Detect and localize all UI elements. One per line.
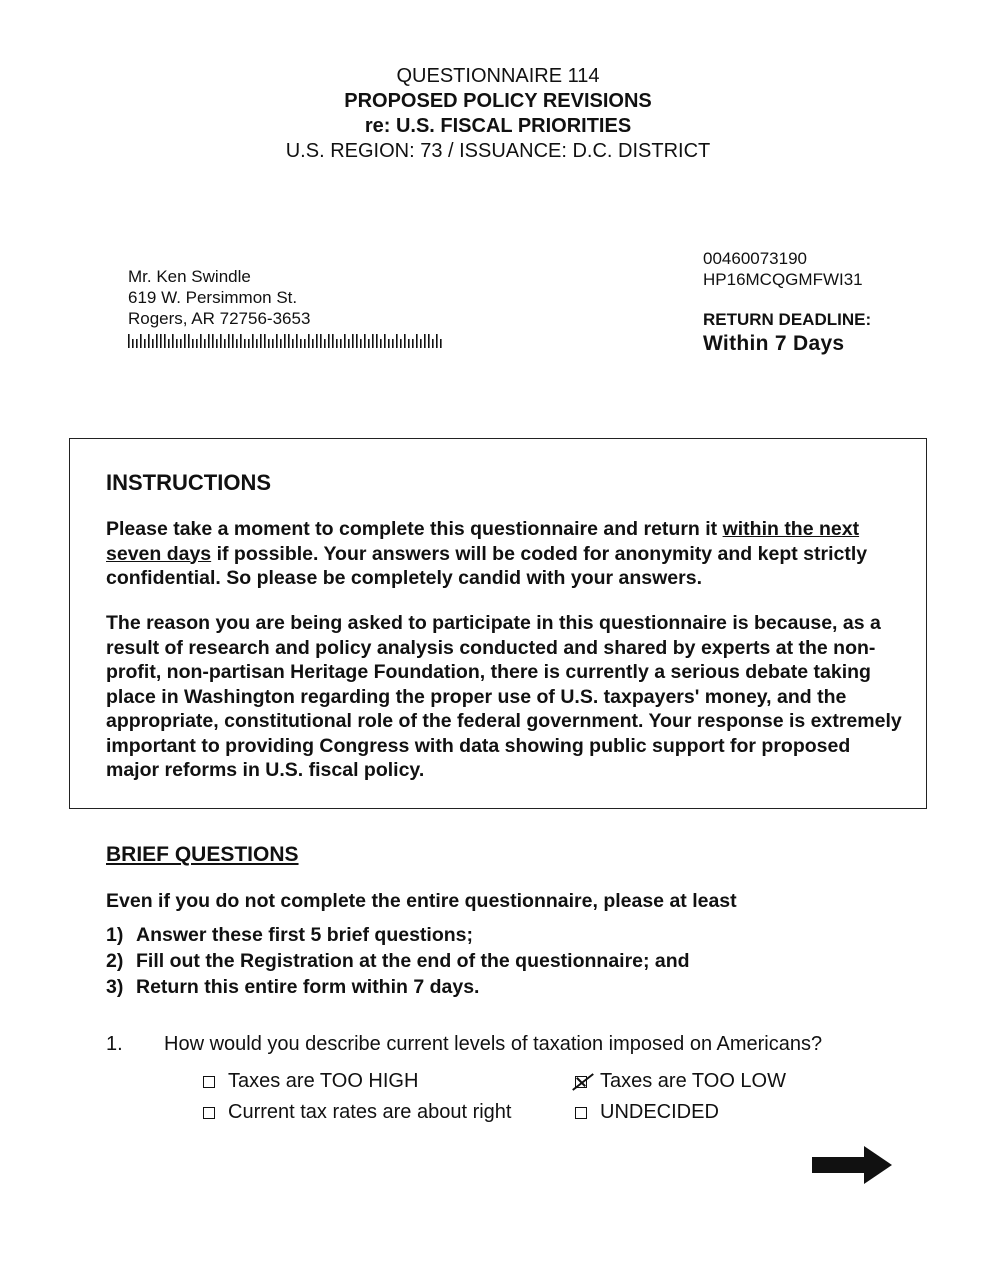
barcode-bar bbox=[304, 339, 306, 348]
option-label: UNDECIDED bbox=[600, 1101, 719, 1123]
barcode-bar bbox=[380, 339, 382, 348]
barcode-bar bbox=[308, 334, 310, 348]
brief-questions-title: BRIEF QUESTIONS bbox=[106, 843, 299, 866]
postal-barcode-icon bbox=[128, 334, 444, 348]
barcode-bar bbox=[392, 339, 394, 348]
instructions-p1-start: Please take a moment to complete this questionnaire and return it bbox=[106, 518, 723, 540]
option-label: Taxes are TOO HIGH bbox=[228, 1070, 419, 1092]
barcode-bar bbox=[440, 339, 442, 348]
barcode-bar bbox=[384, 334, 386, 348]
option-taxes-too-low[interactable] bbox=[575, 1070, 786, 1093]
barcode-bar bbox=[144, 339, 146, 348]
list-item-number: 2) bbox=[106, 950, 124, 972]
barcode-bar bbox=[224, 339, 226, 348]
option-taxes-too-high[interactable] bbox=[203, 1070, 418, 1093]
barcode-bar bbox=[436, 334, 438, 348]
checkbox-taxes-too-high[interactable] bbox=[203, 1076, 215, 1088]
barcode-bar bbox=[356, 334, 358, 348]
barcode-bar bbox=[340, 339, 342, 348]
barcode-bar bbox=[220, 334, 222, 348]
barcode-bar bbox=[360, 339, 362, 348]
barcode-bar bbox=[244, 339, 246, 348]
barcode-bar bbox=[168, 339, 170, 348]
barcode-bar bbox=[372, 334, 374, 348]
option-undecided[interactable] bbox=[575, 1101, 719, 1124]
barcode-bar bbox=[352, 334, 354, 348]
option-label: Taxes are TOO LOW bbox=[600, 1070, 786, 1092]
barcode-bar bbox=[156, 334, 158, 348]
barcode-bar bbox=[268, 339, 270, 348]
instructions-box bbox=[69, 438, 927, 809]
barcode-bar bbox=[228, 334, 230, 348]
instructions-title: INSTRUCTIONS bbox=[106, 470, 271, 495]
option-label: Current tax rates are about right bbox=[228, 1101, 512, 1123]
tracking-ids bbox=[703, 248, 863, 290]
right-arrow-icon bbox=[812, 1146, 892, 1184]
document-subject: re: U.S. FISCAL PRIORITIES bbox=[364, 115, 632, 137]
deadline-value: Within 7 Days bbox=[703, 332, 845, 355]
barcode-bar bbox=[288, 334, 290, 348]
instructions-p1-underlined: within the next seven days bbox=[106, 518, 860, 565]
list-item bbox=[106, 948, 690, 974]
list-item-text: Return this entire form within 7 days. bbox=[136, 976, 480, 998]
barcode-bar bbox=[300, 339, 302, 348]
barcode-bar bbox=[152, 339, 154, 348]
barcode-bar bbox=[280, 339, 282, 348]
barcode-bar bbox=[284, 334, 286, 348]
brief-questions-intro: Even if you do not complete the entire questionnaire, please at least bbox=[106, 890, 737, 912]
document-header bbox=[0, 64, 990, 164]
barcode-bar bbox=[276, 334, 278, 348]
question-1-text: How would you describe current levels of taxation imposed on Americans? bbox=[164, 1033, 823, 1055]
barcode-bar bbox=[388, 339, 390, 348]
barcode-bar bbox=[140, 334, 142, 348]
barcode-bar bbox=[232, 334, 234, 348]
checkbox-about-right[interactable] bbox=[203, 1107, 215, 1119]
barcode-bar bbox=[408, 339, 410, 348]
barcode-bar bbox=[236, 339, 238, 348]
barcode-bar bbox=[164, 334, 166, 348]
barcode-bar bbox=[216, 339, 218, 348]
list-item-text: Fill out the Registration at the end of the questionnaire; and bbox=[136, 950, 690, 972]
questionnaire-number: QUESTIONNAIRE 114 bbox=[396, 65, 600, 87]
barcode-bar bbox=[196, 339, 198, 348]
barcode-bar bbox=[400, 339, 402, 348]
recipient-street: 619 W. Persimmon St. bbox=[128, 288, 298, 307]
barcode-bar bbox=[412, 339, 414, 348]
list-item-number: 1) bbox=[106, 924, 124, 946]
brief-questions-list bbox=[106, 922, 690, 1000]
barcode-bar bbox=[328, 334, 330, 348]
barcode-bar bbox=[148, 334, 150, 348]
barcode-bar bbox=[260, 334, 262, 348]
barcode-bar bbox=[376, 334, 378, 348]
barcode-bar bbox=[200, 334, 202, 348]
barcode-bar bbox=[424, 334, 426, 348]
barcode-bar bbox=[184, 334, 186, 348]
barcode-bar bbox=[316, 334, 318, 348]
question-1-number: 1. bbox=[106, 1033, 123, 1055]
instructions-paragraph-1 bbox=[106, 517, 896, 591]
recipient-address bbox=[128, 266, 310, 329]
barcode-bar bbox=[348, 339, 350, 348]
barcode-bar bbox=[324, 339, 326, 348]
region-issuance: U.S. REGION: 73 / ISSUANCE: D.C. DISTRICT bbox=[285, 140, 711, 162]
barcode-bar bbox=[180, 339, 182, 348]
barcode-bar bbox=[128, 334, 130, 348]
list-item-number: 3) bbox=[106, 976, 124, 998]
barcode-bar bbox=[240, 334, 242, 348]
recipient-city: Rogers, AR 72756-3653 bbox=[128, 309, 311, 328]
document-title: PROPOSED POLICY REVISIONS bbox=[344, 90, 652, 112]
deadline-label: RETURN DEADLINE: bbox=[703, 310, 872, 329]
tracking-id-1: 00460073190 bbox=[703, 249, 808, 268]
barcode-bar bbox=[336, 339, 338, 348]
barcode-bar bbox=[204, 339, 206, 348]
list-item-text: Answer these first 5 brief questions; bbox=[136, 924, 473, 946]
barcode-bar bbox=[344, 334, 346, 348]
barcode-bar bbox=[404, 334, 406, 348]
barcode-bar bbox=[312, 339, 314, 348]
barcode-bar bbox=[188, 334, 190, 348]
list-item bbox=[106, 974, 690, 1000]
barcode-bar bbox=[364, 334, 366, 348]
barcode-bar bbox=[368, 339, 370, 348]
barcode-bar bbox=[192, 339, 194, 348]
barcode-bar bbox=[160, 334, 162, 348]
barcode-bar bbox=[432, 339, 434, 348]
list-item bbox=[106, 922, 690, 948]
barcode-bar bbox=[264, 334, 266, 348]
barcode-bar bbox=[296, 334, 298, 348]
barcode-bar bbox=[132, 339, 134, 348]
barcode-bar bbox=[252, 334, 254, 348]
barcode-bar bbox=[212, 334, 214, 348]
barcode-bar bbox=[332, 334, 334, 348]
barcode-bar bbox=[272, 339, 274, 348]
instructions-paragraph-2: The reason you are being asked to participate in this questionnaire is because, as a result of research and policy analysis conducted and shared by experts at the non-profit, non-partisan Heritage Foundation, there is currently a serious debate taking place in Washington regarding the proper use of U.S. taxpayers' money, and the appropriate, constitutional role of the federal government. Your response is extremely important to providing Congress with data showing public support for proposed major reforms in U.S. fiscal policy. bbox=[106, 612, 902, 781]
barcode-bar bbox=[176, 339, 178, 348]
barcode-bar bbox=[420, 339, 422, 348]
barcode-bar bbox=[248, 339, 250, 348]
recipient-name: Mr. Ken Swindle bbox=[128, 267, 251, 286]
barcode-bar bbox=[256, 339, 258, 348]
barcode-bar bbox=[292, 339, 294, 348]
barcode-bar bbox=[428, 334, 430, 348]
instructions-p1-end: if possible. Your answers will be coded for anonymity and kept strictly confidential. So please be completely candid with your answers. bbox=[106, 542, 868, 589]
barcode-bar bbox=[136, 339, 138, 348]
barcode-bar bbox=[208, 334, 210, 348]
barcode-bar bbox=[416, 334, 418, 348]
tracking-id-2: HP16MCQGMFWI31 bbox=[703, 270, 863, 289]
checkbox-taxes-too-low[interactable] bbox=[575, 1076, 587, 1088]
option-about-right[interactable] bbox=[203, 1101, 511, 1124]
barcode-bar bbox=[396, 334, 398, 348]
barcode-bar bbox=[320, 334, 322, 348]
barcode-bar bbox=[172, 334, 174, 348]
checkbox-undecided[interactable] bbox=[575, 1107, 587, 1119]
